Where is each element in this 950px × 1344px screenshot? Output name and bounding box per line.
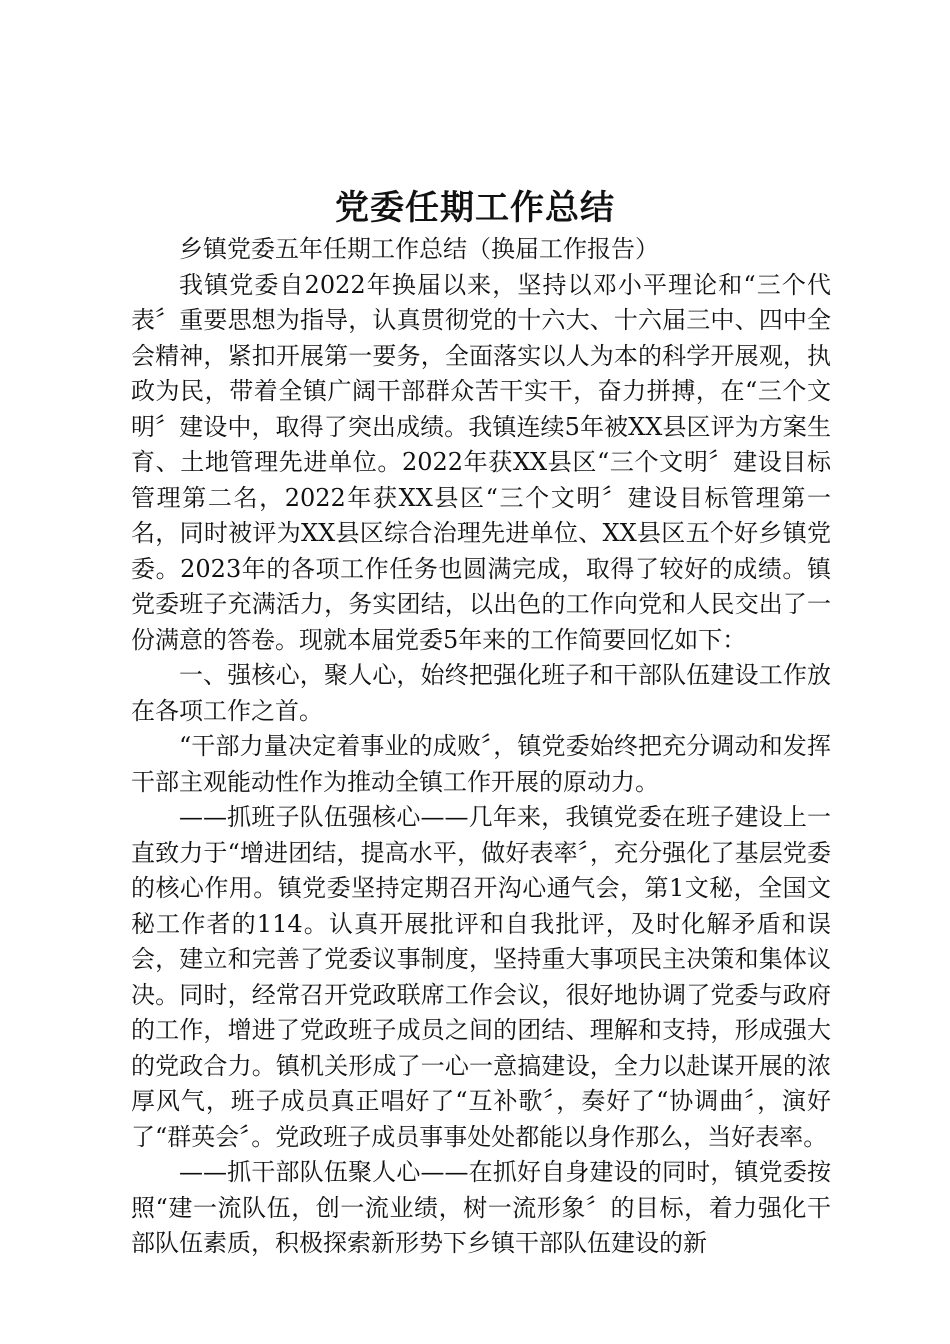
paragraph-subtitle: 乡镇党委五年任期工作总结（换届工作报告） <box>179 235 659 263</box>
paragraph-intro: 我镇党委自2022年换届以来，坚持以邓小平理论和“三个代表〞重要思想为指导，认真贯彻党的十六大、十六届三中、四中全会精神，紧扣开展第一要务，全面落实以人为本的科学开展观，执政为民，带着全镇广阔干部群众苦干实干，奋力拼搏，在“三个文明〞建设中，取得了突出成绩。我镇连续5年被XX县区评为方案生育、土地管理先进单位。2022年获XX县区“三个文明〞建设目标管理第二名，2022年获XX县区“三个文明〞建设目标管理第一名，同时被评为XX县区综合治理先进单位、XX县区五个好乡镇党委。2023年的各项工作任务也圆满完成，取得了较好的成绩。镇党委班子充满活力，务实团结，以出色的工作向党和人民交出了一份满意的答卷。现就本届党委5年来的工作简要回忆如下： <box>131 270 831 654</box>
paragraph: ——抓干部队伍聚人心——在抓好自身建设的同时，镇党委按照“建一流队伍，创一流业绩，树一流形象〞的目标，着力强化干部队伍素质，积极探索新形势下乡镇干部队伍建设的新 <box>131 1158 831 1257</box>
paragraph: ——抓班子队伍强核心——几年来，我镇党委在班子建设上一直致力于“增进团结，提高水平，做好表率〞，充分强化了基层党委的核心作用。镇党委坚持定期召开沟心通气会，第1文秘，全国文秘工作者的114。认真开展批评和自我批评，及时化解矛盾和误会，建立和完善了党委议事制度，坚持重大事项民主决策和集体议决。同时，经常召开党政联席工作会议，很好地协调了党委与政府的工作，增进了党政班子成员之间的团结、理解和支持，形成强大的党政合力。镇机关形成了一心一意搞建设，全力以赴谋开展的浓厚风气，班子成员真正唱好了“互补歌〞，奏好了“协调曲〞，演好了“群英会〞。党政班子成员事事处处都能以身作那么，当好表率。 <box>131 803 831 1151</box>
document-body <box>131 232 831 1262</box>
paragraph-section-heading: 一、强核心，聚人心，始终把强化班子和干部队伍建设工作放在各项工作之首。 <box>131 661 831 725</box>
document-title: 党委任期工作总结 <box>335 188 615 228</box>
paragraph: “干部力量决定着事业的成败〞，镇党委始终把充分调动和发挥干部主观能动性作为推动全镇工作开展的原动力。 <box>131 732 831 796</box>
